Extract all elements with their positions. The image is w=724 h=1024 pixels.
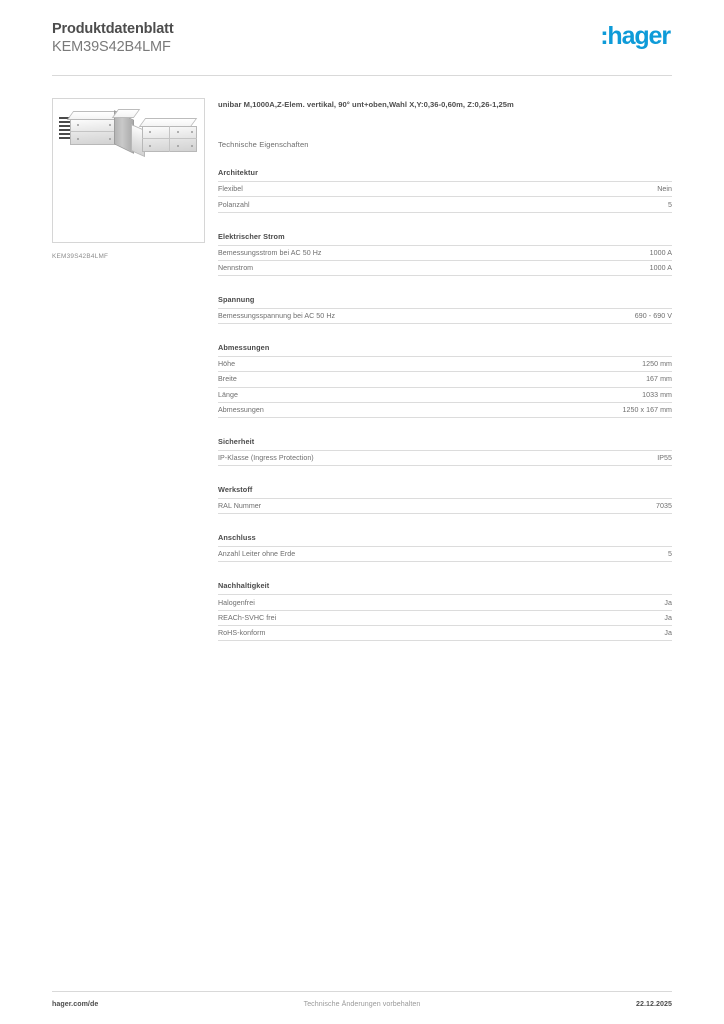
spec-section-title: Sicherheit [218,436,255,446]
table-row [218,610,672,625]
spec-table [218,450,672,466]
spec-value: 1033 mm [642,390,672,399]
spec-section [218,232,672,276]
specs-column [205,98,672,641]
spec-section-title: Nachhaltigkeit [218,581,270,591]
spec-section [218,485,672,514]
spec-label: RoHS-konform [218,628,266,637]
table-row [218,625,672,640]
spec-value: 1250 x 167 mm [622,405,672,414]
header-titles [52,21,174,56]
spec-value: 5 [668,200,672,209]
spec-section-title: Werkstoff [218,485,253,495]
figure-caption: KEM39S42B4LMF [52,253,109,261]
spec-section-title: Anschluss [218,533,256,543]
product-description: unibar M,1000A,Z-Elem. vertikal, 90° unt+oben,Wahl X,Y:0,36-0,60m, Z:0,26-1,25m [218,100,514,110]
spec-label: Breite [218,375,237,384]
table-row [218,547,672,562]
spec-label: Nennstrom [218,263,254,272]
table-row [218,260,672,275]
spec-label: Bemessungsstrom bei AC 50 Hz [218,248,322,257]
spec-label: Höhe [218,360,236,369]
table-row [218,357,672,372]
content-body [52,98,672,641]
table-row [218,450,672,465]
spec-section-title: Elektrischer Strom [218,231,285,241]
page-title: Produktdatenblatt [52,21,174,37]
spec-value: Ja [664,598,672,607]
footer-disclaimer: Technische Änderungen vorbehalten [303,1000,421,1008]
product-image [52,98,205,243]
spec-value: 5 [668,550,672,559]
spec-section [218,295,672,324]
spec-table [218,498,672,514]
table-row [218,245,672,260]
spec-label: RAL Nummer [218,502,262,511]
spec-sections [218,168,672,641]
spec-value: Nein [657,185,672,194]
specs-heading: Technische Eigenschaften [218,140,309,150]
spec-value: IP55 [657,454,672,462]
spec-table [218,546,672,562]
table-row [218,387,672,402]
spec-table [218,308,672,324]
table-row [218,182,672,197]
table-row [218,197,672,212]
spec-label: IP-Klasse (Ingress Protection) [218,454,314,462]
table-row [218,308,672,323]
spec-value: 690 - 690 V [634,312,672,321]
spec-section [218,533,672,562]
spec-table [218,594,672,641]
spec-value: 167 mm [646,375,672,384]
spec-table [218,356,672,418]
spec-table [218,245,672,276]
spec-section [218,168,672,212]
spec-section [218,437,672,466]
table-row [218,595,672,610]
footer-row [52,1000,672,1008]
table-row [218,499,672,514]
hager-logo: :hager [600,22,670,50]
spec-value: 1000 A [649,263,672,272]
page-footer [52,991,672,1008]
spec-value: Ja [664,628,672,637]
spec-section [218,581,672,641]
product-reference: KEM39S42B4LMF [52,39,171,56]
footer-date: 22.12.2025 [635,1000,672,1008]
spec-table [218,181,672,212]
spec-label: Bemessungsspannung bei AC 50 Hz [218,312,336,321]
spec-label: Polanzahl [218,200,250,209]
spec-label: Länge [218,390,238,399]
figure-column [52,98,205,641]
spec-value: 7035 [656,502,672,511]
footer-divider [52,991,672,992]
spec-value: 1250 mm [642,360,672,369]
busbar-illustration [59,107,201,169]
spec-value: Ja [664,613,672,622]
spec-section-title: Abmessungen [218,343,270,353]
spec-value: 1000 A [649,248,672,257]
footer-website-link[interactable]: hager.com/de [52,1000,99,1008]
table-row [218,402,672,417]
spec-section [218,343,672,418]
spec-section-title: Spannung [218,294,255,304]
spec-section-title: Architektur [218,168,259,178]
spec-label: Flexibel [218,185,243,194]
spec-label: Abmessungen [218,405,264,414]
table-row [218,372,672,387]
page-header [52,0,672,56]
spec-label: Halogenfrei [218,598,255,607]
header-divider [52,75,672,76]
spec-label: REACh-SVHC frei [218,613,277,622]
spec-label: Anzahl Leiter ohne Erde [218,550,296,559]
